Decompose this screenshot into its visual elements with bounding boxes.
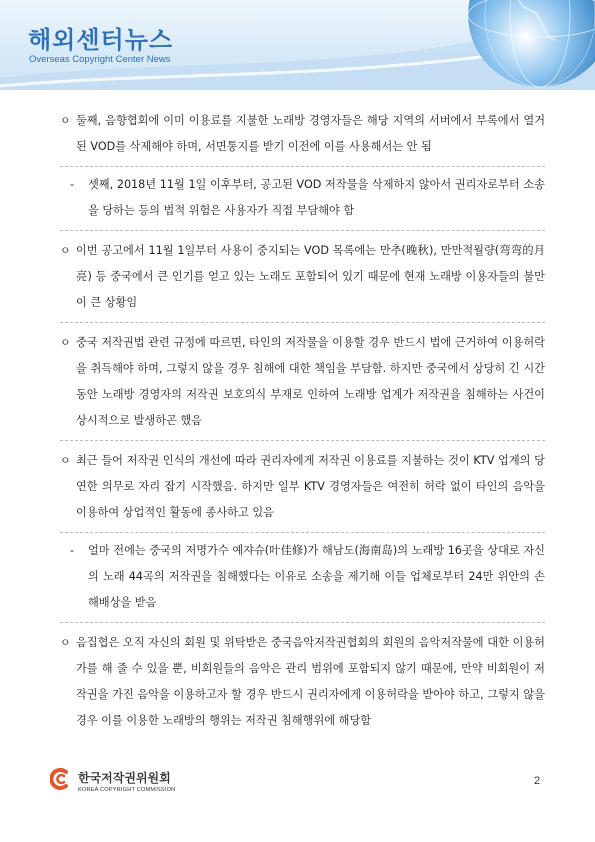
divider <box>60 322 545 324</box>
bullet-marker: ㅇ <box>60 454 71 467</box>
bullet-marker: ㅇ <box>60 244 71 257</box>
bullet-marker: ㅇ <box>60 636 71 649</box>
divider <box>60 622 545 624</box>
header-banner <box>0 0 595 90</box>
sub-bullet-text: 셋째, 2018년 11월 1일 이후부터, 공고된 VOD 저작물을 삭제하지 않아서 권리자로부터 소송을 당하는 등의 법적 위험은 사용자가 직접 부담해야 함 <box>88 178 545 217</box>
bullet-item <box>60 448 545 526</box>
bullet-text: 이번 공고에서 11월 1일부터 사용이 중지되는 VOD 목록에는 만추(晚秋), 만만적월량(弯弯的月亮) 등 중국에서 큰 인기를 얻고 있는 노래도 포함되어 있기 때문에 현재 노래방 이용자들의 불만이 큰 상황임 <box>76 244 545 309</box>
bullet-marker: ㅇ <box>60 336 71 349</box>
organization-name: 한국저작권위원회 <box>78 771 171 785</box>
sub-bullet-item <box>60 538 545 616</box>
header-subtitle: Overseas Copyright Center News <box>29 54 171 65</box>
divider <box>60 440 545 442</box>
header-title: 해외센터뉴스 <box>28 26 174 54</box>
sub-bullet-marker: - <box>70 178 75 191</box>
bullet-text: 최근 들어 저작권 인식의 개선에 따라 권리자에게 저작권 이용료를 지불하는 것이 KTV 업계의 당연한 의무로 자리 잡기 시작했음. 하지만 일부 KTV 경영자들은 여전히 허락 없이 타인의 음악을 이용하여 상업적인 활동에 종사하고 있음 <box>76 454 545 519</box>
organization-english-name: KOREA COPYRIGHT COMMISSION <box>78 787 176 793</box>
bullet-item <box>60 108 545 160</box>
sub-bullet-marker: - <box>70 544 75 557</box>
bullet-text: 음집협은 오직 자신의 회원 및 위탁받은 중국음악저작권협회의 회원의 음악저작물에 대한 이용허가를 해 줄 수 있을 뿐, 비회원들의 음악은 관리 범위에 포함되지 않기 때문에, 만약 비회원이 저작권을 가진 음악을 이용하고자 할 경우 반드시 권리자에게 이용허락을 받아야 하고, 그렇지 않을 경우 이를 이용한 노래방의 행위는 저작권 침해행위에 해당함 <box>76 636 545 727</box>
page-number: 2 <box>534 775 541 787</box>
divider <box>60 532 545 534</box>
bullet-item <box>60 238 545 316</box>
sub-bullet-item <box>60 172 545 224</box>
sub-bullet-text: 얼마 전에는 중국의 저명가수 예쟈슈(叶佳修)가 해남도(海南岛)의 노래방 16곳을 상대로 자신의 노래 44곡의 저작권을 침해했다는 이유로 소송을 제기해 이들 업체로부터 24만 위안의 손해배상을 받음 <box>88 544 545 609</box>
bullet-list <box>60 102 545 734</box>
bullet-text: 둘째, 음향협회에 이미 이용료를 지불한 노래방 경영자들은 해당 지역의 서버에서 부록에서 열거된 VOD를 삭제해야 하며, 서면통지를 받기 이전에 이를 사용해서는 안 됨 <box>76 114 545 153</box>
kcc-logo-icon <box>50 768 72 790</box>
divider <box>60 166 545 168</box>
bullet-item <box>60 330 545 434</box>
bullet-marker: ㅇ <box>60 114 71 127</box>
globe-icon <box>445 0 595 90</box>
divider <box>60 230 545 232</box>
bullet-item <box>60 630 545 734</box>
bullet-text: 중국 저작권법 관련 규정에 따르면, 타인의 저작물을 이용할 경우 반드시 법에 근거하여 이용허락을 취득해야 하며, 그렇지 않을 경우 침해에 대한 책임을 부담함. 하지만 중국에서 상당히 긴 시간 동안 노래방 경영자의 저작권 보호의식 부재로 인하여 노래방 업계가 저작권을 침해하는 사건이 상시적으로 발생하곤 했음 <box>76 336 545 427</box>
